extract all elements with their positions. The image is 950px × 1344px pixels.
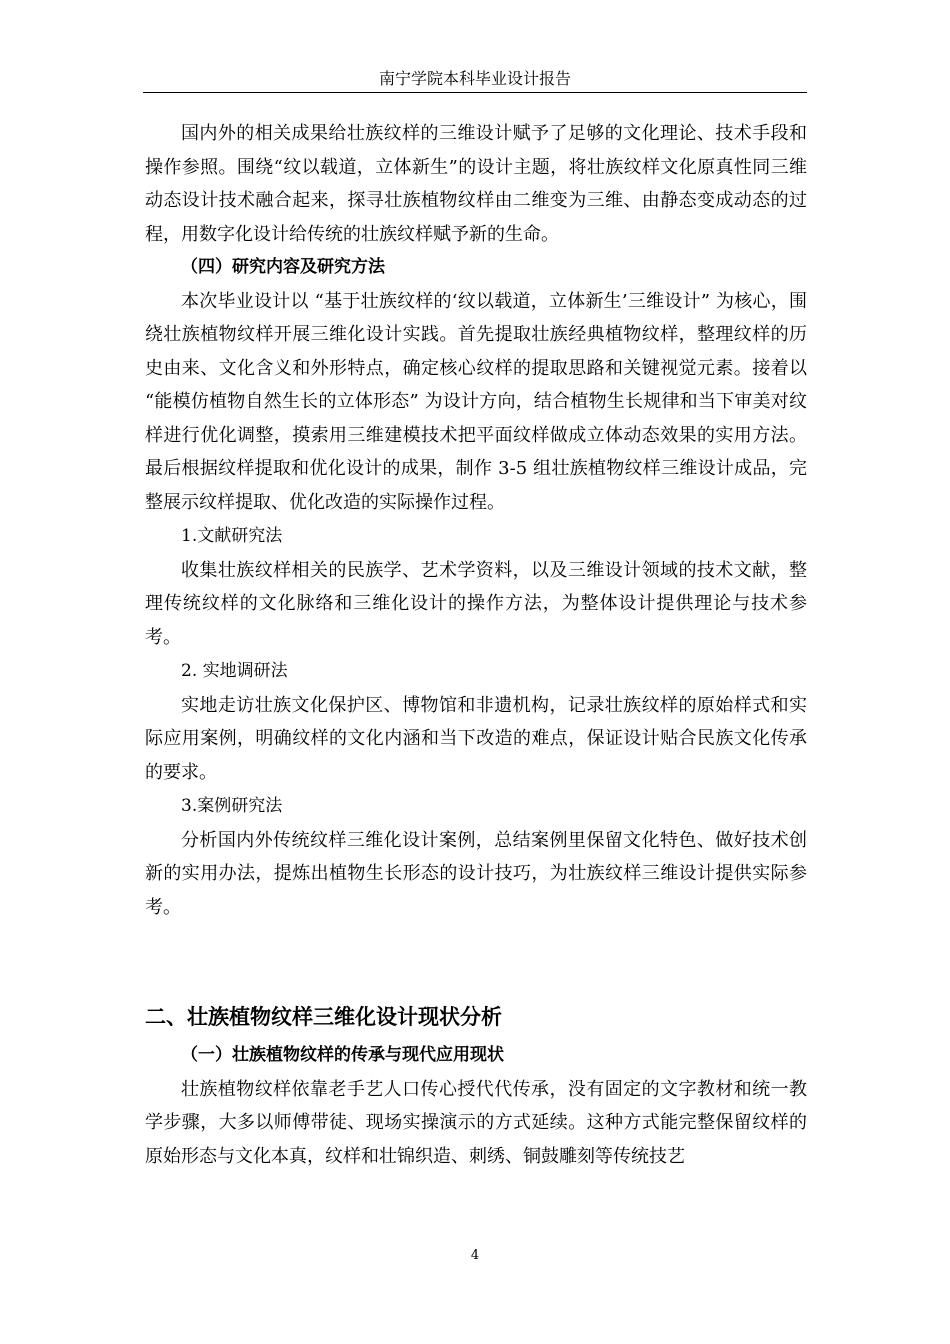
running-header-title: 南宁学院本科毕业设计报告	[378, 69, 571, 88]
method-1-paragraph: 收集壮族纹样相关的民族学、艺术学资料，以及三维设计领域的技术文献，整理传统纹样的文化脉络和三维化设计的操作方法，为整体设计提供理论与技术参考。	[145, 559, 807, 648]
body-text	[145, 117, 807, 1173]
inherit-paragraph: 壮族植物纹样依靠老手艺人口传心授代代传承，没有固定的文字教材和统一教学步骤，大多以师傅带徒、现场实操演示的方式延续。这种方式能完整保留纹样的原始形态与文化本真，纹样和壮锦织造、刺绣、铜鼓雕刻等传统技艺	[145, 1078, 807, 1167]
method-3-title: 3.案例研究法	[181, 796, 283, 816]
research-subheading: （四）研究内容及研究方法	[181, 257, 385, 277]
method-2-title: 2. 实地调研法	[181, 661, 288, 681]
header-divider	[143, 92, 807, 93]
method-1-title: 1.文献研究法	[181, 526, 283, 546]
research-paragraph: 本次毕业设计以 “基于壮族纹样的‘纹以载道，立体新生’三维设计” 为核心，围绕壮族植物纹样开展三维化设计实践。首先提取壮族经典植物纹样，整理纹样的历史由来、文化含义和外形特点，确定核心纹样的提取思路和关键视觉元素。接着以 “能模仿植物自然生长的立体形态” 为设计方向，结合植物生长规律和当下审美对纹样进行优化调整，摸索用三维建模技术把平面纹样做成立体动态效果的实用方法。最后根据纹样提取和优化设计的成果，制作 3-5 组壮族植物纹样三维设计成品，完整展示纹样提取、优化改造的实际操作过程。	[145, 290, 807, 513]
intro-paragraph: 国内外的相关成果给壮族纹样的三维设计赋予了足够的文化理论、技术手段和操作参照。围绕“纹以载道，立体新生”的设计主题，将壮族纹样文化原真性同三维动态设计技术融合起来，探寻壮族植物纹样由二维变为三维、由静态变成动态的过程，用数字化设计给传统的壮族纹样赋予新的生命。	[145, 123, 807, 245]
inherit-subheading: （一）壮族植物纹样的传承与现代应用现状	[181, 1045, 504, 1065]
section-2-heading: 二、壮族植物纹样三维化设计现状分析	[145, 1004, 502, 1029]
method-3-paragraph: 分析国内外传统纹样三维化设计案例，总结案例里保留文化特色、做好技术创新的实用办法，提炼出植物生长形态的设计技巧，为壮族纹样三维设计提供实际参考。	[145, 829, 807, 918]
method-2-paragraph: 实地走访壮族文化保护区、博物馆和非遗机构，记录壮族纹样的原始样式和实际应用案例，明确纹样的文化内涵和当下改造的难点，保证设计贴合民族文化传承的要求。	[145, 694, 807, 783]
section-spacer	[145, 924, 807, 1000]
page-number: 4	[470, 1248, 480, 1263]
